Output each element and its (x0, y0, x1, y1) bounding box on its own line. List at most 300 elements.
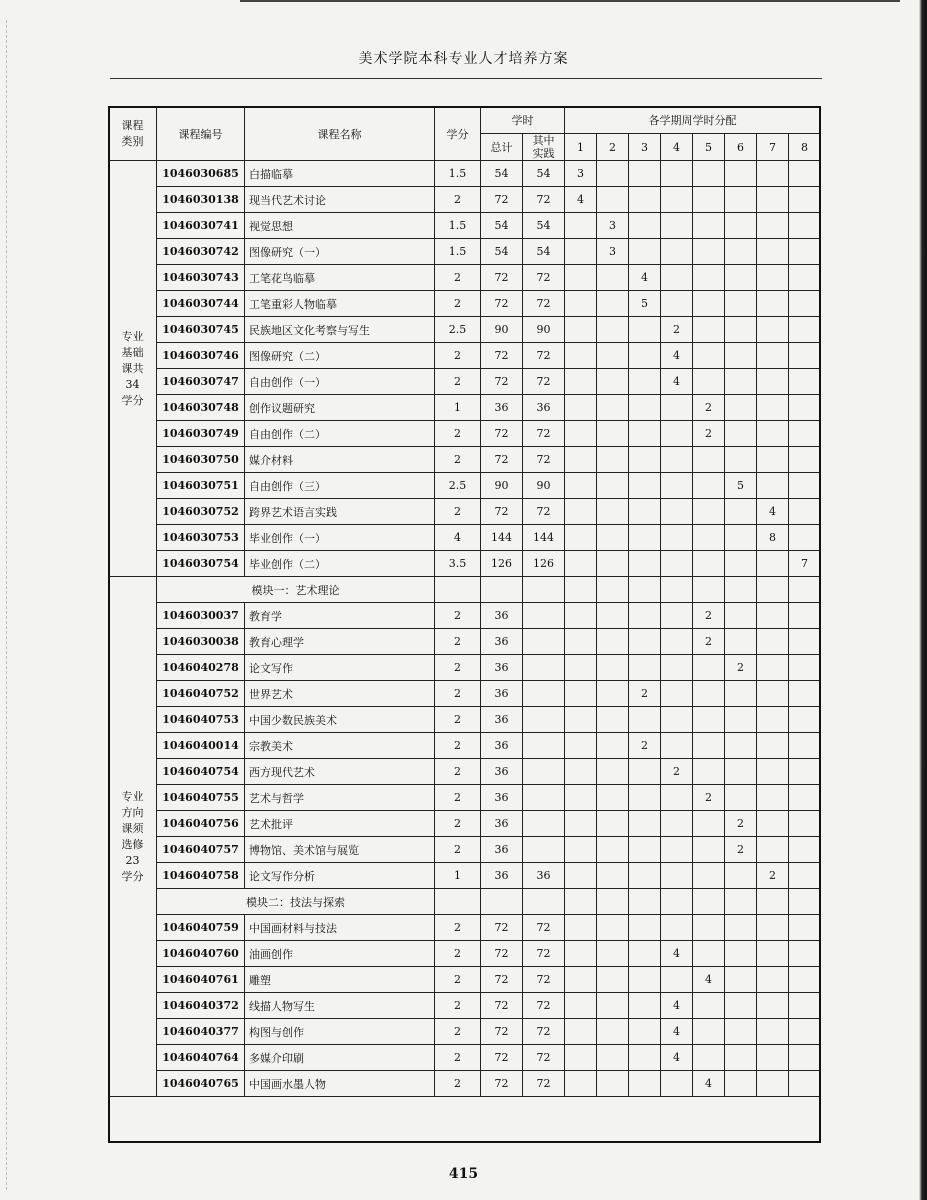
course-credit: 1.5 (435, 213, 481, 239)
empty-cell (629, 577, 661, 603)
course-name: 现当代艺术讨论 (245, 187, 435, 213)
semester-hours-6 (725, 1045, 757, 1071)
empty-cell (523, 577, 565, 603)
course-credit: 2 (435, 369, 481, 395)
course-practice-hours: 144 (523, 525, 565, 551)
semester-hours-1 (565, 1019, 597, 1045)
course-practice-hours: 72 (523, 447, 565, 473)
course-credit: 2 (435, 1071, 481, 1097)
course-credit: 2 (435, 837, 481, 863)
course-name: 教育学 (245, 603, 435, 629)
semester-hours-4: 2 (661, 759, 693, 785)
course-total-hours: 36 (481, 733, 523, 759)
course-credit: 2 (435, 655, 481, 681)
course-practice-hours: 72 (523, 941, 565, 967)
table-row (109, 603, 821, 629)
course-total-hours: 54 (481, 239, 523, 265)
semester-hours-8 (789, 993, 821, 1019)
module-title: 模块一：艺术理论 (157, 577, 435, 603)
course-code: 1046030748 (157, 395, 245, 421)
course-category: 专业基础课共34学分 (109, 161, 157, 577)
semester-hours-2 (597, 291, 629, 317)
semester-hours-4 (661, 681, 693, 707)
semester-hours-7 (757, 993, 789, 1019)
course-credit: 2 (435, 1045, 481, 1071)
course-name: 中国画水墨人物 (245, 1071, 435, 1097)
semester-hours-5 (693, 187, 725, 213)
semester-hours-1 (565, 421, 597, 447)
semester-hours-2 (597, 369, 629, 395)
semester-hours-6 (725, 265, 757, 291)
course-name: 论文写作分析 (245, 863, 435, 889)
course-name: 图像研究（一） (245, 239, 435, 265)
semester-hours-7 (757, 291, 789, 317)
header-category: 课程类别 (109, 107, 157, 161)
course-name: 宗教美术 (245, 733, 435, 759)
semester-hours-5 (693, 655, 725, 681)
course-code: 1046040757 (157, 837, 245, 863)
semester-hours-3 (629, 213, 661, 239)
semester-hours-2 (597, 447, 629, 473)
course-name: 图像研究（二） (245, 343, 435, 369)
course-code: 1046030138 (157, 187, 245, 213)
course-code: 1046030741 (157, 213, 245, 239)
course-practice-hours: 72 (523, 369, 565, 395)
semester-hours-1 (565, 447, 597, 473)
semester-hours-8 (789, 785, 821, 811)
semester-hours-2 (597, 811, 629, 837)
course-name: 教育心理学 (245, 629, 435, 655)
course-practice-hours: 36 (523, 863, 565, 889)
header-semester-5: 5 (693, 134, 725, 161)
semester-hours-3 (629, 525, 661, 551)
semester-hours-6 (725, 733, 757, 759)
empty-cell (629, 889, 661, 915)
course-practice-hours: 54 (523, 161, 565, 187)
semester-hours-2 (597, 603, 629, 629)
semester-hours-3 (629, 1071, 661, 1097)
table-row (109, 213, 821, 239)
semester-hours-2 (597, 655, 629, 681)
semester-hours-5 (693, 707, 725, 733)
semester-hours-5 (693, 551, 725, 577)
semester-hours-2 (597, 473, 629, 499)
semester-hours-1 (565, 525, 597, 551)
course-code: 1046040754 (157, 759, 245, 785)
semester-hours-2 (597, 525, 629, 551)
semester-hours-2 (597, 187, 629, 213)
course-credit: 2 (435, 785, 481, 811)
header-semester-6: 6 (725, 134, 757, 161)
course-credit: 2 (435, 499, 481, 525)
module-row (109, 577, 821, 603)
semester-hours-5: 4 (693, 967, 725, 993)
semester-hours-4 (661, 629, 693, 655)
semester-hours-6 (725, 993, 757, 1019)
course-total-hours: 36 (481, 863, 523, 889)
page-header: 美术学院本科专业人才培养方案 (358, 51, 569, 67)
semester-hours-1 (565, 915, 597, 941)
semester-hours-3 (629, 863, 661, 889)
semester-hours-5 (693, 681, 725, 707)
course-credit: 2 (435, 447, 481, 473)
semester-hours-1 (565, 395, 597, 421)
course-code: 1046040765 (157, 1071, 245, 1097)
table-row (109, 655, 821, 681)
semester-hours-8 (789, 395, 821, 421)
semester-hours-6 (725, 525, 757, 551)
semester-hours-3 (629, 473, 661, 499)
course-total-hours: 72 (481, 421, 523, 447)
semester-hours-5: 2 (693, 395, 725, 421)
course-name: 民族地区文化考察与写生 (245, 317, 435, 343)
table-row (109, 265, 821, 291)
course-practice-hours (523, 785, 565, 811)
semester-hours-1 (565, 993, 597, 1019)
course-total-hours: 36 (481, 655, 523, 681)
semester-hours-1 (565, 941, 597, 967)
course-name: 工笔花鸟临摹 (245, 265, 435, 291)
course-practice-hours (523, 733, 565, 759)
semester-hours-5 (693, 915, 725, 941)
semester-hours-6 (725, 317, 757, 343)
empty-cell (481, 889, 523, 915)
semester-hours-8 (789, 1071, 821, 1097)
semester-hours-2 (597, 317, 629, 343)
semester-hours-8 (789, 681, 821, 707)
semester-hours-7 (757, 369, 789, 395)
semester-hours-1 (565, 369, 597, 395)
header-semester-1: 1 (565, 134, 597, 161)
semester-hours-8 (789, 1019, 821, 1045)
semester-hours-8 (789, 239, 821, 265)
semester-hours-7 (757, 785, 789, 811)
course-credit: 2 (435, 967, 481, 993)
course-practice-hours: 72 (523, 265, 565, 291)
semester-hours-1 (565, 967, 597, 993)
course-name: 中国少数民族美术 (245, 707, 435, 733)
course-practice-hours: 90 (523, 473, 565, 499)
semester-hours-7 (757, 811, 789, 837)
semester-hours-8 (789, 733, 821, 759)
semester-hours-8 (789, 291, 821, 317)
semester-hours-2 (597, 1071, 629, 1097)
semester-hours-5 (693, 369, 725, 395)
semester-hours-4 (661, 473, 693, 499)
semester-hours-1 (565, 291, 597, 317)
semester-hours-1 (565, 629, 597, 655)
semester-hours-8 (789, 161, 821, 187)
semester-hours-5 (693, 759, 725, 785)
semester-hours-4 (661, 213, 693, 239)
semester-hours-6 (725, 941, 757, 967)
semester-hours-8 (789, 421, 821, 447)
course-practice-hours (523, 629, 565, 655)
semester-hours-7 (757, 1019, 789, 1045)
semester-hours-8 (789, 499, 821, 525)
course-total-hours: 126 (481, 551, 523, 577)
course-name: 艺术批评 (245, 811, 435, 837)
course-code: 1046030746 (157, 343, 245, 369)
semester-hours-7 (757, 941, 789, 967)
semester-hours-3 (629, 915, 661, 941)
table-row (109, 525, 821, 551)
semester-hours-2 (597, 343, 629, 369)
semester-hours-5: 4 (693, 1071, 725, 1097)
course-code: 1046040278 (157, 655, 245, 681)
semester-hours-1 (565, 759, 597, 785)
course-credit: 2 (435, 707, 481, 733)
empty-cell (661, 577, 693, 603)
semester-hours-8 (789, 967, 821, 993)
semester-hours-7: 2 (757, 863, 789, 889)
header-name: 课程名称 (245, 107, 435, 161)
semester-hours-3: 4 (629, 265, 661, 291)
course-credit: 2 (435, 291, 481, 317)
semester-hours-5 (693, 473, 725, 499)
semester-hours-7 (757, 759, 789, 785)
semester-hours-3 (629, 161, 661, 187)
course-credit: 2 (435, 629, 481, 655)
semester-hours-4 (661, 499, 693, 525)
table-row (109, 759, 821, 785)
header-code: 课程编号 (157, 107, 245, 161)
semester-hours-4 (661, 655, 693, 681)
course-credit: 2 (435, 733, 481, 759)
course-credit: 2 (435, 421, 481, 447)
course-name: 博物馆、美术馆与展览 (245, 837, 435, 863)
header-semester-3: 3 (629, 134, 661, 161)
course-practice-hours (523, 837, 565, 863)
course-total-hours: 36 (481, 707, 523, 733)
semester-hours-5 (693, 213, 725, 239)
semester-hours-2: 3 (597, 239, 629, 265)
table-row (109, 629, 821, 655)
course-practice-hours: 72 (523, 343, 565, 369)
course-total-hours: 72 (481, 993, 523, 1019)
semester-hours-7 (757, 1045, 789, 1071)
course-credit: 2 (435, 941, 481, 967)
table-row (109, 785, 821, 811)
table-row (109, 993, 821, 1019)
course-code: 1046030745 (157, 317, 245, 343)
table-row (109, 967, 821, 993)
semester-hours-8 (789, 811, 821, 837)
semester-hours-5 (693, 1045, 725, 1071)
course-code: 1046030752 (157, 499, 245, 525)
course-total-hours: 72 (481, 1019, 523, 1045)
semester-hours-2 (597, 265, 629, 291)
course-practice-hours: 90 (523, 317, 565, 343)
semester-hours-2 (597, 421, 629, 447)
table-row (109, 187, 821, 213)
semester-hours-2: 3 (597, 213, 629, 239)
semester-hours-5 (693, 733, 725, 759)
table-row (109, 811, 821, 837)
semester-hours-1 (565, 681, 597, 707)
course-credit: 2 (435, 681, 481, 707)
semester-hours-4 (661, 707, 693, 733)
semester-hours-8 (789, 265, 821, 291)
course-total-hours: 72 (481, 291, 523, 317)
empty-cell (597, 577, 629, 603)
header-semester-8: 8 (789, 134, 821, 161)
course-code: 1046030744 (157, 291, 245, 317)
table-row (109, 863, 821, 889)
semester-hours-2 (597, 993, 629, 1019)
header-semesters: 各学期周学时分配 (565, 107, 821, 134)
course-credit: 2 (435, 915, 481, 941)
course-name: 毕业创作（二） (245, 551, 435, 577)
course-name: 构图与创作 (245, 1019, 435, 1045)
semester-hours-6 (725, 603, 757, 629)
course-credit: 2 (435, 343, 481, 369)
semester-hours-4 (661, 603, 693, 629)
semester-hours-7 (757, 239, 789, 265)
semester-hours-5 (693, 291, 725, 317)
semester-hours-8 (789, 655, 821, 681)
course-total-hours: 72 (481, 447, 523, 473)
header-credit: 学分 (435, 107, 481, 161)
semester-hours-3 (629, 343, 661, 369)
course-practice-hours: 54 (523, 213, 565, 239)
semester-hours-2 (597, 967, 629, 993)
course-practice-hours: 126 (523, 551, 565, 577)
course-credit: 3.5 (435, 551, 481, 577)
empty-cell (725, 889, 757, 915)
semester-hours-1 (565, 473, 597, 499)
course-name: 工笔重彩人物临摹 (245, 291, 435, 317)
semester-hours-4 (661, 525, 693, 551)
course-practice-hours: 72 (523, 967, 565, 993)
course-practice-hours: 72 (523, 1045, 565, 1071)
semester-hours-5 (693, 499, 725, 525)
semester-hours-5: 2 (693, 603, 725, 629)
semester-hours-2 (597, 785, 629, 811)
semester-hours-4 (661, 551, 693, 577)
course-credit: 2 (435, 1019, 481, 1045)
course-total-hours: 54 (481, 213, 523, 239)
semester-hours-3 (629, 369, 661, 395)
empty-cell (789, 889, 821, 915)
table-row (109, 681, 821, 707)
course-total-hours: 72 (481, 499, 523, 525)
semester-hours-1 (565, 551, 597, 577)
semester-hours-6 (725, 967, 757, 993)
curriculum-table (108, 106, 821, 1097)
semester-hours-8 (789, 473, 821, 499)
semester-hours-1 (565, 655, 597, 681)
semester-hours-5 (693, 811, 725, 837)
semester-hours-7 (757, 213, 789, 239)
semester-hours-1 (565, 603, 597, 629)
course-total-hours: 72 (481, 915, 523, 941)
course-credit: 2 (435, 187, 481, 213)
semester-hours-7 (757, 629, 789, 655)
semester-hours-8 (789, 837, 821, 863)
course-category: 专业方向课须选修23学分 (109, 577, 157, 1097)
semester-hours-2 (597, 733, 629, 759)
semester-hours-5 (693, 239, 725, 265)
semester-hours-3 (629, 239, 661, 265)
empty-cell (725, 577, 757, 603)
semester-hours-7 (757, 915, 789, 941)
course-name: 跨界艺术语言实践 (245, 499, 435, 525)
module-title: 模块二：技法与探索 (157, 889, 435, 915)
semester-hours-5 (693, 447, 725, 473)
semester-hours-3 (629, 707, 661, 733)
semester-hours-2 (597, 499, 629, 525)
semester-hours-3 (629, 941, 661, 967)
course-code: 1046040753 (157, 707, 245, 733)
course-name: 西方现代艺术 (245, 759, 435, 785)
semester-hours-8 (789, 603, 821, 629)
course-practice-hours: 36 (523, 395, 565, 421)
table-row (109, 499, 821, 525)
table-row (109, 1071, 821, 1097)
semester-hours-8 (789, 213, 821, 239)
scan-edge-right (907, 0, 927, 1200)
empty-cell (481, 577, 523, 603)
course-code: 1046030749 (157, 421, 245, 447)
course-total-hours: 72 (481, 343, 523, 369)
table-row (109, 915, 821, 941)
semester-hours-4 (661, 811, 693, 837)
semester-hours-7 (757, 447, 789, 473)
course-name: 多媒介印刷 (245, 1045, 435, 1071)
course-code: 1046030685 (157, 161, 245, 187)
semester-hours-1 (565, 785, 597, 811)
semester-hours-2 (597, 161, 629, 187)
course-credit: 2 (435, 811, 481, 837)
semester-hours-7 (757, 343, 789, 369)
semester-hours-4 (661, 863, 693, 889)
course-total-hours: 36 (481, 837, 523, 863)
semester-hours-2 (597, 551, 629, 577)
course-total-hours: 36 (481, 785, 523, 811)
semester-hours-1 (565, 733, 597, 759)
semester-hours-4 (661, 967, 693, 993)
empty-cell (523, 889, 565, 915)
table-row (109, 161, 821, 187)
semester-hours-1 (565, 1071, 597, 1097)
semester-hours-6 (725, 187, 757, 213)
course-code: 1046030038 (157, 629, 245, 655)
semester-hours-1 (565, 837, 597, 863)
semester-hours-6: 2 (725, 837, 757, 863)
course-practice-hours: 72 (523, 291, 565, 317)
semester-hours-2 (597, 707, 629, 733)
semester-hours-3 (629, 421, 661, 447)
table-row (109, 1019, 821, 1045)
semester-hours-4 (661, 291, 693, 317)
course-name: 论文写作 (245, 655, 435, 681)
empty-cell (435, 889, 481, 915)
semester-hours-4: 2 (661, 317, 693, 343)
semester-hours-3 (629, 785, 661, 811)
semester-hours-5 (693, 941, 725, 967)
semester-hours-5: 2 (693, 785, 725, 811)
semester-hours-5 (693, 1019, 725, 1045)
semester-hours-6 (725, 447, 757, 473)
course-credit: 1.5 (435, 161, 481, 187)
course-credit: 2.5 (435, 473, 481, 499)
semester-hours-2 (597, 863, 629, 889)
course-code: 1046040759 (157, 915, 245, 941)
course-name: 世界艺术 (245, 681, 435, 707)
course-total-hours: 36 (481, 629, 523, 655)
empty-cell (661, 889, 693, 915)
